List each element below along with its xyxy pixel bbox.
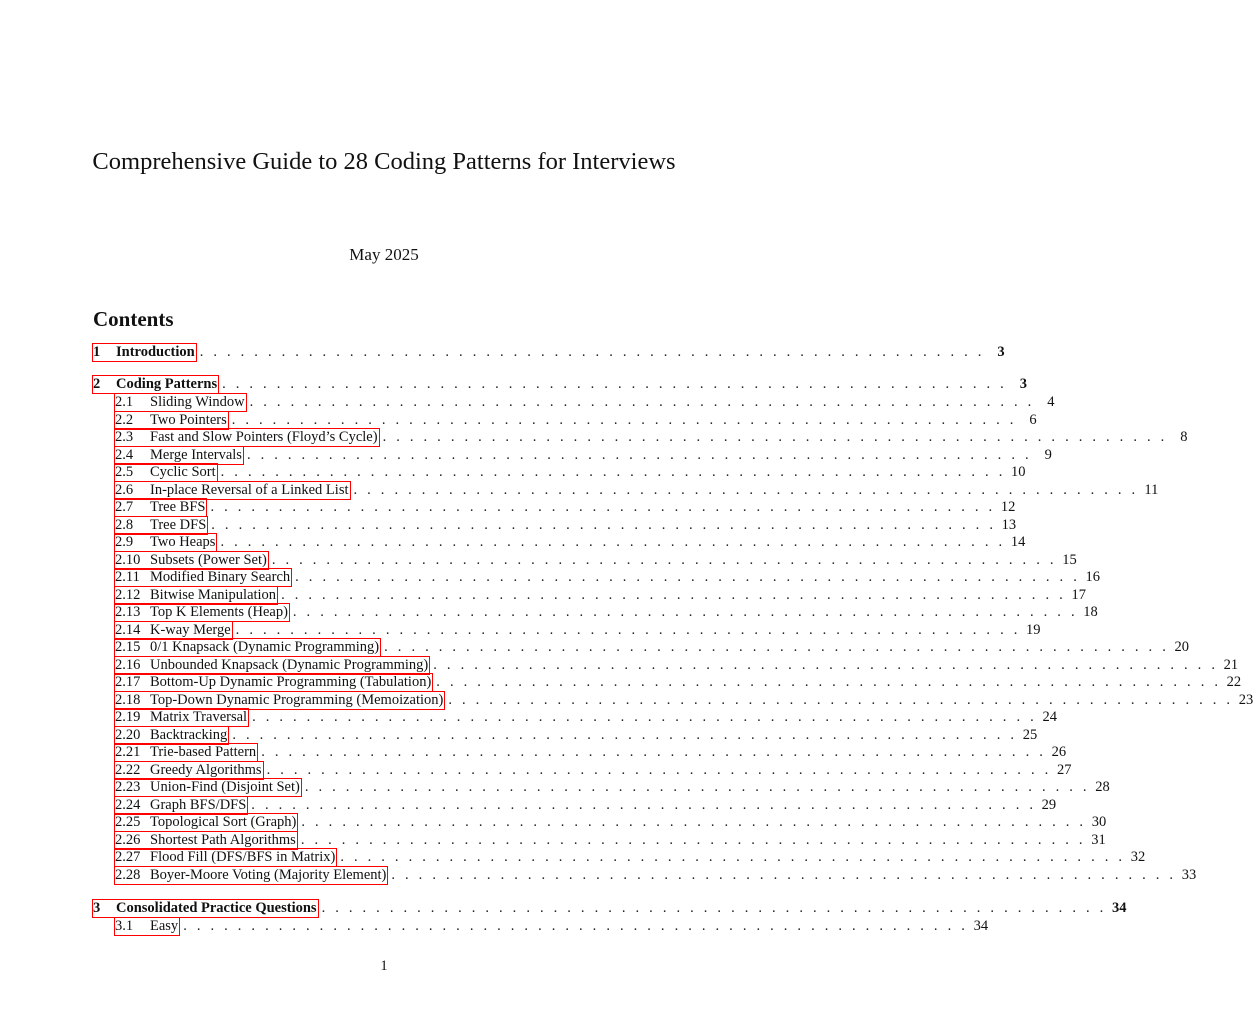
- toc-number: 2.7: [115, 499, 134, 515]
- toc-link-sliding-window[interactable]: [115, 394, 246, 411]
- toc-page-number: 10: [1011, 464, 1026, 480]
- toc-number: 2.27: [115, 849, 141, 865]
- toc-title: Merge Intervals: [150, 446, 242, 463]
- leader-dots: . . . . . . . . . . . . . . . . . . . . . . . . . . . . . . . . . . . . . . . . . . . . . . . . . . . . . . . . . .: [448, 691, 1234, 708]
- toc-page-number: 3: [1019, 376, 1027, 392]
- toc-link-union-find[interactable]: [115, 779, 301, 796]
- toc-link-flood-fill[interactable]: [115, 849, 336, 866]
- leader-dots: . . . . . . . . . . . . . . . . . . . . . . . . . . . . . . . . . . . . . . . . . . . . . . . . . . . . . . . . . .: [235, 621, 1021, 638]
- toc-link-graph-bfs-dfs[interactable]: [115, 797, 247, 814]
- toc-number: 2.20: [115, 726, 141, 743]
- toc-link-merge-intervals[interactable]: [115, 447, 243, 464]
- toc-section-coding-patterns: [93, 376, 1027, 393]
- toc-link-tree-dfs[interactable]: [115, 517, 207, 534]
- toc-subsection: [115, 586, 1086, 604]
- toc-page-number: 27: [1056, 761, 1072, 778]
- toc-link-unbounded-knapsack[interactable]: [115, 657, 429, 674]
- leader-dots: . . . . . . . . . . . . . . . . . . . . . . . . . . . . . . . . . . . . . . . . . . . . . . . . . . . . . . . . . .: [252, 709, 1037, 725]
- toc-title: Tree BFS: [150, 499, 206, 515]
- toc-link-k-way-merge[interactable]: [115, 622, 232, 639]
- toc-title: Flood Fill (DFS/BFS in Matrix): [150, 849, 336, 865]
- toc-page-number: 28: [1095, 779, 1110, 795]
- toc-title: Fast and Slow Pointers (Floyd’s Cycle): [150, 429, 378, 445]
- toc-subsection: [115, 744, 1067, 761]
- toc-page-number: 25: [1022, 726, 1038, 743]
- toc-page-number: 14: [1010, 534, 1026, 550]
- leader-dots: . . . . . . . . . . . . . . . . . . . . . . . . . . . . . . . . . . . . . . . . . . . . . . . . . . . . . . . . . .: [251, 796, 1037, 813]
- toc-page-number: 16: [1085, 569, 1101, 585]
- toc-page-number: 24: [1042, 709, 1057, 725]
- toc-title: Easy: [150, 917, 179, 934]
- toc-number: 2: [93, 376, 101, 392]
- table-of-contents: [93, 0, 1253, 1024]
- document-title: Comprehensive Guide to 28 Coding Patterns for Interviews: [92, 148, 676, 175]
- toc-number: 2.28: [115, 866, 141, 883]
- toc-subsection: [115, 394, 1055, 411]
- toc-page-number: 30: [1091, 814, 1107, 830]
- toc-title: Top K Elements (Heap): [150, 604, 288, 620]
- toc-page-number: 20: [1174, 639, 1190, 655]
- toc-section-practice-questions: [93, 899, 1127, 917]
- toc-page-number: 23: [1238, 691, 1253, 708]
- toc-subsection: [115, 516, 1017, 534]
- leader-dots: . . . . . . . . . . . . . . . . . . . . . . . . . . . . . . . . . . . . . . . . . . . . . . . . . . . . . . . . . .: [295, 569, 1081, 585]
- toc-page-number: 8: [1180, 429, 1188, 445]
- toc-link-introduction[interactable]: [93, 344, 196, 361]
- toc-subsection: [115, 446, 1052, 464]
- leader-dots: . . . . . . . . . . . . . . . . . . . . . . . . . . . . . . . . . . . . . . . . . . . . . . . . . . . . . . . . . .: [211, 516, 997, 533]
- toc-title: Subsets (Power Set): [150, 551, 267, 568]
- toc-number: 2.18: [115, 691, 141, 708]
- toc-subsection: [115, 814, 1107, 831]
- toc-number: 2.9: [115, 534, 134, 550]
- toc-title: Two Heaps: [150, 534, 216, 550]
- toc-subsection: [115, 569, 1101, 586]
- toc-page-number: 4: [1047, 394, 1055, 410]
- page-number: 1: [380, 958, 388, 974]
- contents-heading: Contents: [93, 307, 174, 331]
- leader-dots: . . . . . . . . . . . . . . . . . . . . . . . . . . . . . . . . . . . . . . . . . . . . . . . . . . . . . . . . . .: [304, 779, 1090, 795]
- toc-title: Shortest Path Algorithms: [150, 831, 296, 848]
- leader-dots: . . . . . . . . . . . . . . . . . . . . . . . . . . . . . . . . . . . . . . . . . . . . . . . . . . . . . . . . . .: [391, 866, 1177, 883]
- toc-title: Cyclic Sort: [150, 464, 216, 480]
- toc-link-boyer-moore[interactable]: [115, 867, 387, 884]
- toc-page-number: 26: [1051, 744, 1067, 760]
- toc-page-number: 33: [1181, 866, 1197, 883]
- leader-dots: . . . . . . . . . . . . . . . . . . . . . . . . . . . . . . . . . . . . . . . . . . . . . . . . . . . . . . . . . .: [281, 586, 1066, 603]
- toc-number: 2.5: [115, 464, 134, 480]
- toc-title: Unbounded Knapsack (Dynamic Programming): [150, 656, 429, 673]
- toc-page-number: 15: [1062, 551, 1077, 568]
- toc-link-01-knapsack[interactable]: [115, 639, 380, 656]
- toc-title: Two Pointers: [150, 411, 227, 428]
- toc-page-number: 13: [1001, 516, 1017, 533]
- toc-title: Boyer-Moore Voting (Majority Element): [150, 866, 387, 883]
- document-date: May 2025: [349, 245, 419, 264]
- toc-number: 2.22: [115, 761, 141, 778]
- toc-link-fast-slow-pointers[interactable]: [115, 429, 379, 446]
- toc-title: Top-Down Dynamic Programming (Memoization): [150, 691, 444, 708]
- toc-subsection: [115, 866, 1197, 884]
- toc-number: 2.24: [115, 796, 141, 813]
- toc-title: Tree DFS: [150, 516, 207, 533]
- toc-subsection: [115, 917, 989, 935]
- toc-number: 2.11: [115, 569, 140, 585]
- toc-subsection: [115, 551, 1077, 569]
- toc-subsection: [115, 691, 1253, 709]
- toc-link-cyclic-sort[interactable]: [115, 464, 217, 481]
- toc-link-modified-binary-search[interactable]: [115, 569, 291, 586]
- toc-subsection: [115, 499, 1016, 516]
- leader-dots: . . . . . . . . . . . . . . . . . . . . . . . . . . . . . . . . . . . . . . . . . . . . . . . . . . . . . . . . . .: [292, 604, 1078, 620]
- toc-title: Topological Sort (Graph): [150, 814, 297, 830]
- toc-title: Matrix Traversal: [150, 709, 248, 725]
- leader-dots: . . . . . . . . . . . . . . . . . . . . . . . . . . . . . . . . . . . . . . . . . . . . . . . . . . . . . . . . . .: [261, 744, 1047, 760]
- toc-number: 2.6: [115, 481, 134, 498]
- toc-title: Bitwise Manipulation: [150, 586, 277, 603]
- toc-title: Bottom-Up Dynamic Programming (Tabulation): [150, 674, 432, 690]
- toc-subsection: [115, 534, 1026, 551]
- leader-dots: . . . . . . . . . . . . . . . . . . . . . . . . . . . . . . . . . . . . . . . . . . . . . . . . . . . . . . . . . .: [266, 761, 1052, 778]
- toc-link-coding-patterns[interactable]: [93, 376, 218, 393]
- toc-subsection: [115, 656, 1239, 674]
- leader-dots: . . . . . . . . . . . . . . . . . . . . . . . . . . . . . . . . . . . . . . . . . . . . . . . . . . . . . . . . . .: [222, 376, 1007, 392]
- leader-dots: . . . . . . . . . . . . . . . . . . . . . . . . . . . . . . . . . . . . . . . . . . . . . . . . . . . . . . . . . .: [199, 344, 985, 360]
- toc-link-top-k-elements[interactable]: [115, 604, 289, 621]
- toc-subsection: [115, 639, 1190, 656]
- toc-page-number: 34: [1111, 899, 1127, 916]
- leader-dots: . . . . . . . . . . . . . . . . . . . . . . . . . . . . . . . . . . . . . . . . . . . . . . . . . . . . . . . . . .: [382, 429, 1168, 445]
- toc-subsection: [115, 481, 1159, 499]
- toc-subsection: [115, 464, 1026, 481]
- toc-title: Modified Binary Search: [150, 569, 291, 585]
- toc-subsection: [115, 411, 1037, 429]
- leader-dots: . . . . . . . . . . . . . . . . . . . . . . . . . . . . . . . . . . . . . . . . . . . . . . . . . . . . . . . . . .: [300, 831, 1086, 848]
- toc-number: 3.1: [115, 917, 134, 934]
- toc-number: 2.25: [115, 814, 141, 830]
- toc-number: 2.2: [115, 411, 134, 428]
- toc-page-number: 21: [1223, 656, 1239, 673]
- leader-dots: . . . . . . . . . . . . . . . . . . . . . . . . . . . . . . . . . . . . . . . . . . . . . . . . . . . . . . . . . .: [183, 917, 969, 934]
- toc-number: 2.1: [115, 394, 134, 410]
- toc-page-number: 22: [1226, 674, 1242, 690]
- toc-page-number: 34: [973, 917, 989, 934]
- leader-dots: . . . . . . . . . . . . . . . . . . . . . . . . . . . . . . . . . . . . . . . . . . . . . . . . . . . . . . . . . .: [353, 481, 1139, 498]
- toc-title: 0/1 Knapsack (Dynamic Programming): [150, 639, 380, 655]
- toc-link-bottom-up-dp[interactable]: [115, 674, 432, 691]
- toc-title: Trie-based Pattern: [150, 744, 257, 760]
- toc-link-two-heaps[interactable]: [115, 534, 216, 551]
- toc-number: 2.4: [115, 446, 134, 463]
- toc-page-number: 3: [997, 344, 1005, 360]
- toc-title: Union-Find (Disjoint Set): [150, 779, 300, 795]
- toc-number: 2.14: [115, 621, 141, 638]
- toc-link-tree-bfs[interactable]: [115, 499, 206, 516]
- toc-number: 2.10: [115, 551, 141, 568]
- toc-page-number: 31: [1091, 831, 1106, 848]
- toc-page-number: 17: [1071, 586, 1086, 603]
- leader-dots: . . . . . . . . . . . . . . . . . . . . . . . . . . . . . . . . . . . . . . . . . . . . . . . . . . . . . . . . . .: [249, 394, 1035, 410]
- toc-page-number: 19: [1026, 621, 1041, 638]
- toc-subsection: [115, 849, 1146, 866]
- toc-title: Coding Patterns: [116, 376, 218, 392]
- toc-link-bitwise-manipulation[interactable]: [115, 587, 277, 604]
- toc-link-two-pointers[interactable]: [115, 412, 228, 429]
- leader-dots: . . . . . . . . . . . . . . . . . . . . . . . . . . . . . . . . . . . . . . . . . . . . . . . . . . . . . . . . . .: [231, 411, 1017, 428]
- toc-page-number: 9: [1044, 446, 1052, 463]
- toc-subsection: [115, 796, 1057, 814]
- toc-link-greedy-algorithms[interactable]: [115, 762, 263, 779]
- toc-title: Greedy Algorithms: [150, 761, 262, 778]
- toc-section-introduction: [93, 344, 1005, 361]
- toc-subsection: [115, 779, 1110, 796]
- toc-subsection: [115, 726, 1038, 744]
- toc-subsection: [115, 831, 1106, 849]
- toc-page-number: 18: [1083, 604, 1098, 620]
- leader-dots: . . . . . . . . . . . . . . . . . . . . . . . . . . . . . . . . . . . . . . . . . . . . . . . . . . . . . . . . . .: [436, 674, 1222, 690]
- leader-dots: . . . . . . . . . . . . . . . . . . . . . . . . . . . . . . . . . . . . . . . . . . . . . . . . . . . . . . . . . .: [301, 814, 1087, 830]
- toc-link-subsets[interactable]: [115, 552, 268, 569]
- toc-title: Consolidated Practice Questions: [116, 899, 317, 916]
- toc-title: K-way Merge: [150, 621, 231, 638]
- toc-number: 2.3: [115, 429, 134, 445]
- toc-title: Backtracking: [150, 726, 228, 743]
- toc-link-topological-sort[interactable]: [115, 814, 297, 831]
- toc-number: 2.17: [115, 674, 141, 690]
- toc-link-trie-based-pattern[interactable]: [115, 744, 257, 761]
- toc-number: 2.19: [115, 709, 141, 725]
- toc-subsection: [115, 621, 1041, 639]
- toc-link-backtracking[interactable]: [115, 727, 228, 744]
- toc-link-practice-questions[interactable]: [93, 900, 318, 917]
- toc-link-easy[interactable]: [115, 918, 179, 935]
- toc-subsection: [115, 709, 1057, 726]
- toc-title: Graph BFS/DFS: [150, 796, 247, 813]
- leader-dots: . . . . . . . . . . . . . . . . . . . . . . . . . . . . . . . . . . . . . . . . . . . . . . . . . . . . . . . . . .: [232, 726, 1018, 743]
- leader-dots: . . . . . . . . . . . . . . . . . . . . . . . . . . . . . . . . . . . . . . . . . . . . . . . . . . . . . . . . . .: [340, 849, 1126, 865]
- leader-dots: . . . . . . . . . . . . . . . . . . . . . . . . . . . . . . . . . . . . . . . . . . . . . . . . . . . . . . . . . .: [220, 534, 1006, 550]
- toc-title: In-place Reversal of a Linked List: [150, 481, 349, 498]
- toc-page-number: 12: [1000, 499, 1016, 515]
- toc-page-number: 29: [1041, 796, 1057, 813]
- toc-number: 2.15: [115, 639, 141, 655]
- leader-dots: . . . . . . . . . . . . . . . . . . . . . . . . . . . . . . . . . . . . . . . . . . . . . . . . . . . . . . . . . .: [220, 464, 1006, 480]
- toc-number: 2.26: [115, 831, 141, 848]
- toc-title: Sliding Window: [150, 394, 245, 410]
- toc-number: 2.13: [115, 604, 141, 620]
- toc-link-matrix-traversal[interactable]: [115, 709, 248, 726]
- leader-dots: . . . . . . . . . . . . . . . . . . . . . . . . . . . . . . . . . . . . . . . . . . . . . . . . . . . . . . . . . .: [210, 499, 996, 515]
- toc-subsection: [115, 604, 1098, 621]
- toc-subsection: [115, 674, 1242, 691]
- toc-number: 1: [93, 344, 101, 360]
- leader-dots: . . . . . . . . . . . . . . . . . . . . . . . . . . . . . . . . . . . . . . . . . . . . . . . . . . . . . . . . . .: [433, 656, 1219, 673]
- toc-number: 2.12: [115, 586, 141, 603]
- toc-page-number: 6: [1029, 411, 1037, 428]
- toc-subsection: [115, 429, 1188, 446]
- toc-number: 2.16: [115, 656, 141, 673]
- leader-dots: . . . . . . . . . . . . . . . . . . . . . . . . . . . . . . . . . . . . . . . . . . . . . . . . . . . . . . . . . .: [271, 551, 1057, 568]
- toc-subsection: [115, 761, 1072, 779]
- toc-number: 2.23: [115, 779, 141, 795]
- toc-title: Introduction: [116, 344, 195, 360]
- toc-link-top-down-dp[interactable]: [115, 692, 444, 709]
- toc-number: 2.21: [115, 744, 141, 760]
- leader-dots: . . . . . . . . . . . . . . . . . . . . . . . . . . . . . . . . . . . . . . . . . . . . . . . . . . . . . . . . . .: [321, 899, 1107, 916]
- toc-page-number: 32: [1130, 849, 1146, 865]
- toc-number: 3: [93, 899, 101, 916]
- toc-link-shortest-path[interactable]: [115, 832, 297, 849]
- leader-dots: . . . . . . . . . . . . . . . . . . . . . . . . . . . . . . . . . . . . . . . . . . . . . . . . . . . . . . . . . .: [246, 446, 1032, 463]
- leader-dots: . . . . . . . . . . . . . . . . . . . . . . . . . . . . . . . . . . . . . . . . . . . . . . . . . . . . . . . . . .: [384, 639, 1170, 655]
- toc-link-in-place-reversal[interactable]: [115, 482, 350, 499]
- toc-number: 2.8: [115, 516, 134, 533]
- toc-page-number: 11: [1144, 481, 1159, 498]
